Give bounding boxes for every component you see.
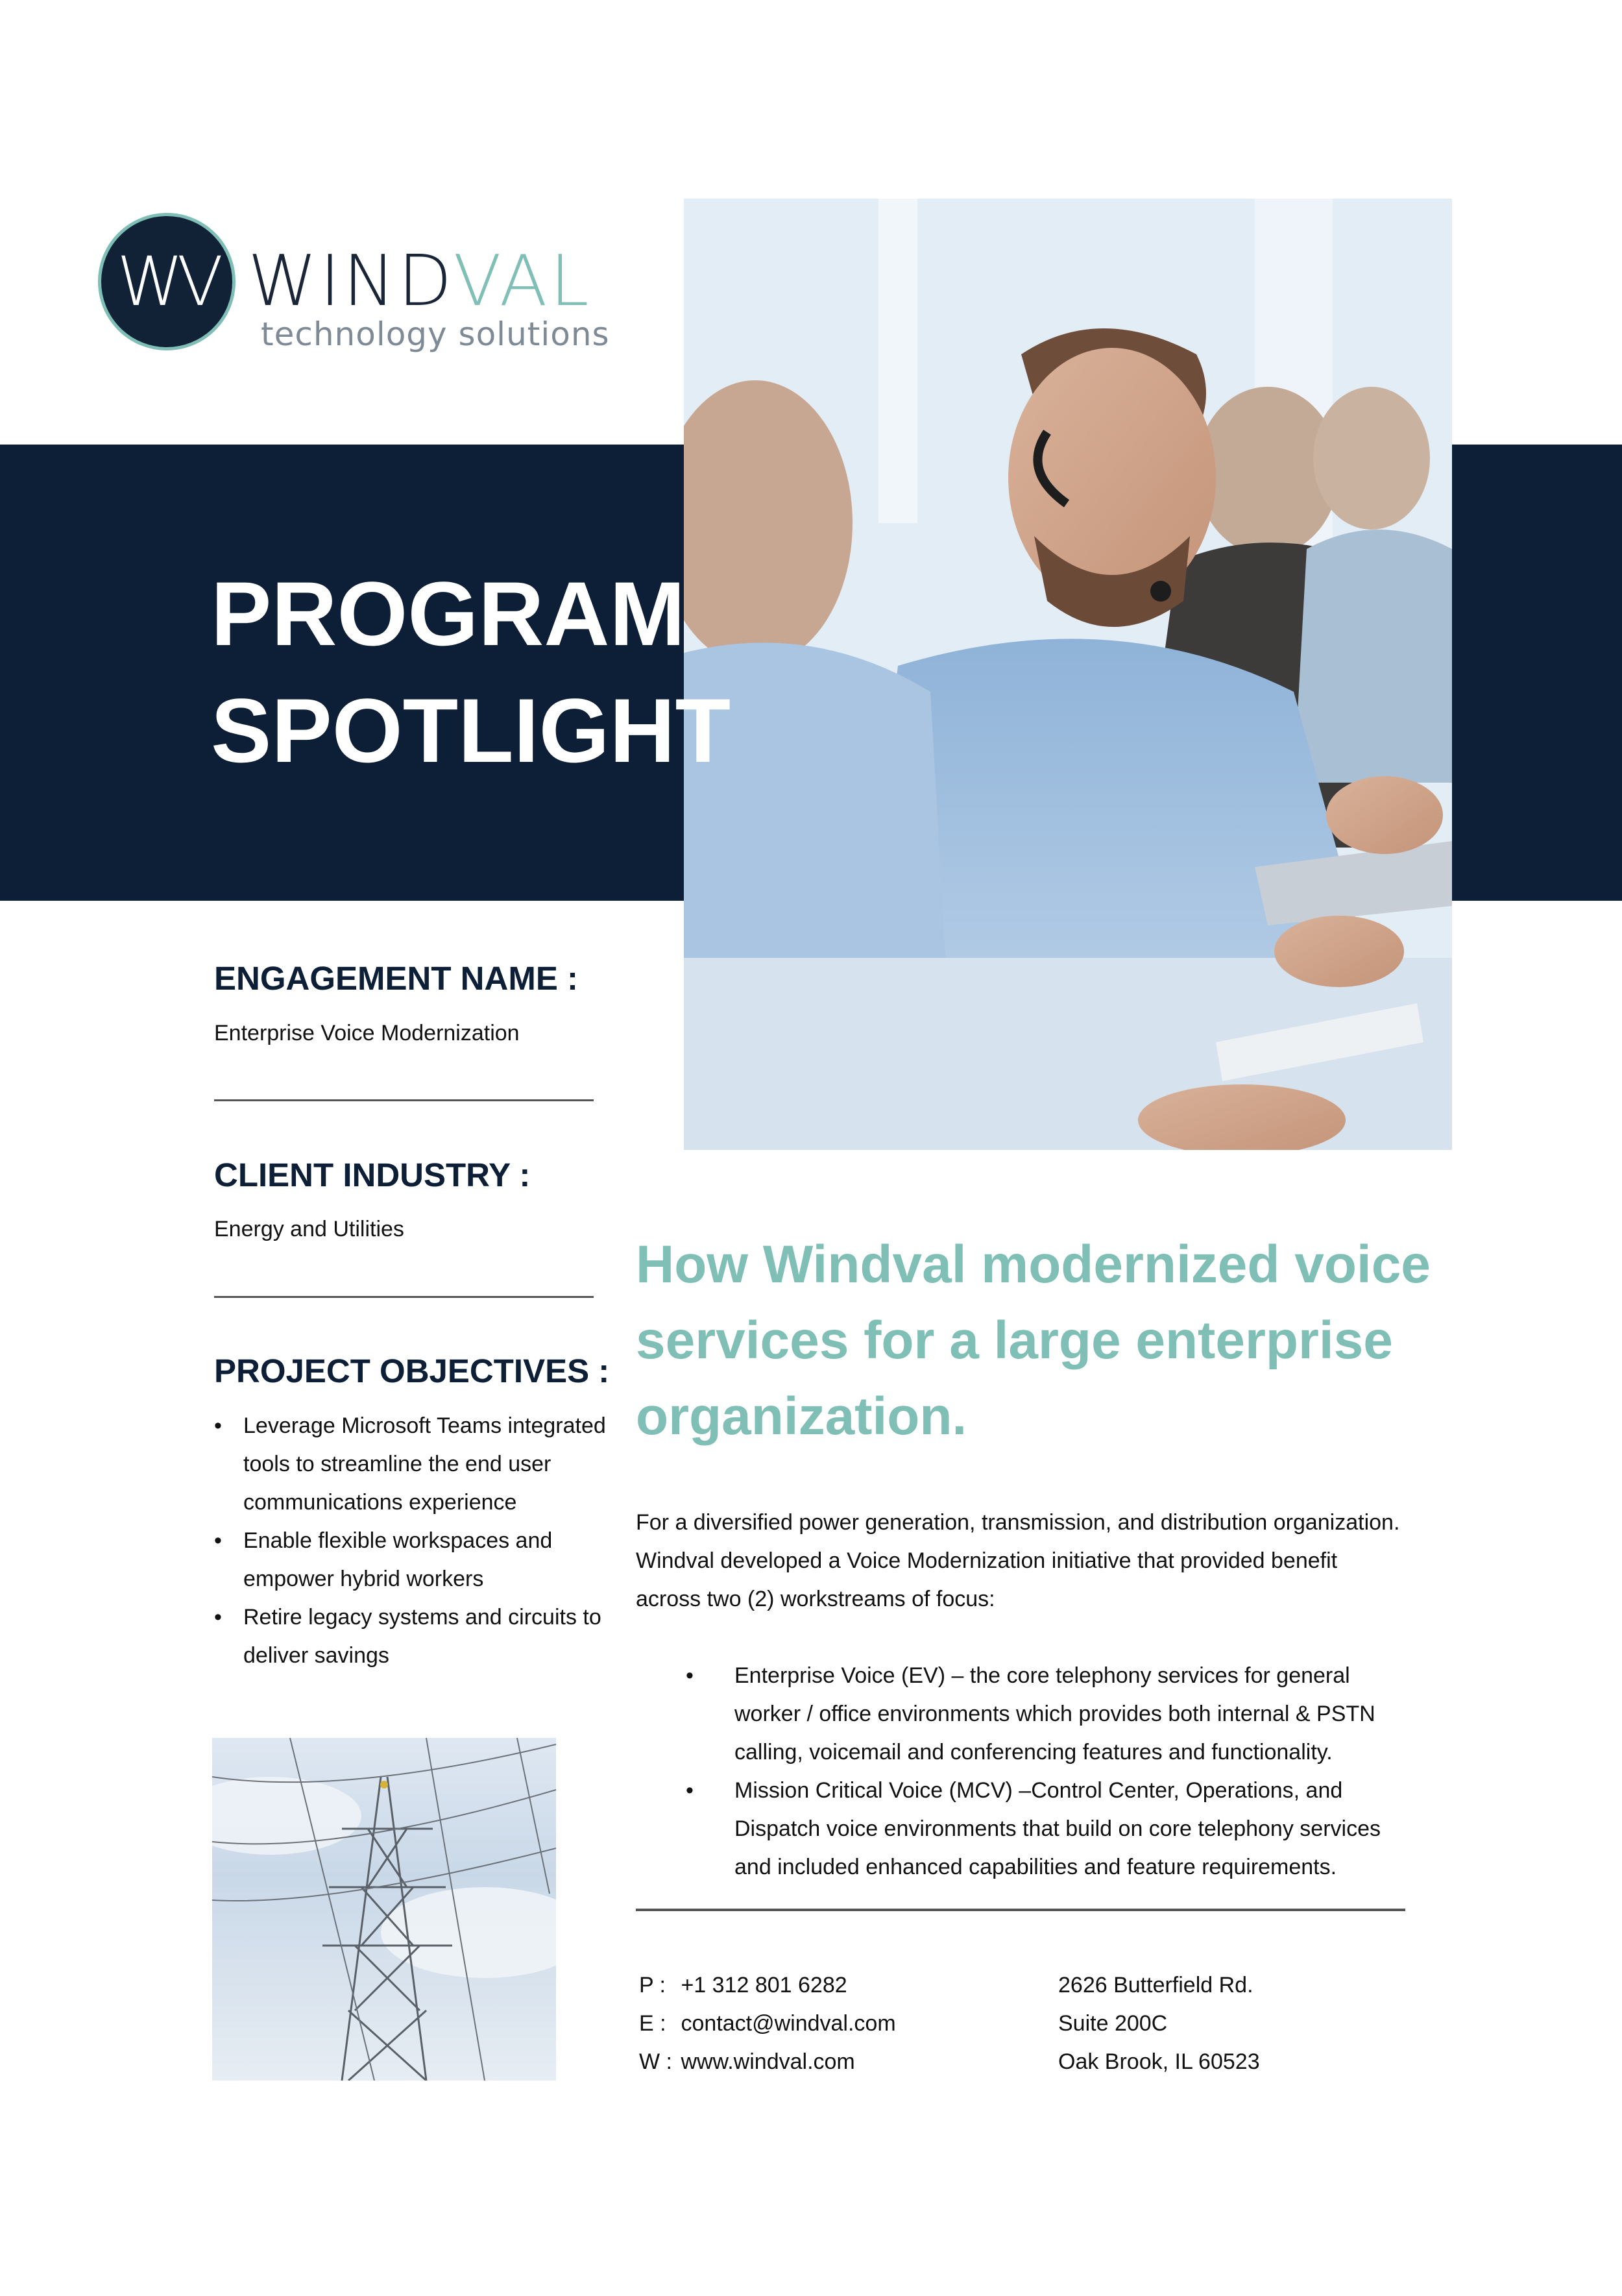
divider	[214, 1099, 594, 1101]
address-line: Suite 200C	[1058, 2011, 1168, 2036]
email-line	[639, 2005, 896, 2043]
page-title-line-1: PROGRAM	[211, 563, 686, 665]
logo-word-primary: WIND	[248, 241, 454, 322]
phone-number[interactable]: +1 312 801 6282	[681, 1973, 847, 1997]
workstream-list	[734, 1657, 1409, 1887]
page-title	[211, 556, 731, 789]
email-link[interactable]: contact@windval.com	[681, 2011, 896, 2036]
list-item: • Mission Critical Voice (MCV) –Control Center, Operations, and Dispatch voice environments that build on core telephony services and included enhanced capabilities and feature requirements.	[734, 1772, 1409, 1887]
phone-line	[639, 1966, 896, 2005]
industry-value: Energy and Utilities	[214, 1217, 404, 1241]
website-link[interactable]: www.windval.com	[681, 2049, 855, 2074]
logo-mark-text: WV	[117, 242, 217, 321]
list-item: • Leverage Microsoft Teams integrated tools to streamline the end user communications experience	[243, 1407, 626, 1522]
email-label: E :	[639, 2011, 666, 2036]
web-line	[639, 2043, 896, 2081]
objectives-heading: PROJECT OBJECTIVES :	[214, 1352, 610, 1389]
address-line: 2626 Butterfield Rd.	[1058, 1973, 1253, 1997]
logo-word-accent: VAL	[453, 241, 592, 322]
list-item: • Enterprise Voice (EV) – the core telephony services for general worker / office environments which provides both internal & PSTN calling, voicemail and conferencing features and functionality.	[734, 1657, 1409, 1772]
call-center-photo	[684, 199, 1452, 1150]
divider	[636, 1909, 1405, 1911]
address-line: Oak Brook, IL 60523	[1058, 2049, 1260, 2074]
story-intro: For a diversified power generation, transmission, and distribution organization. Windval developed a Voice Modernization initiative that provided benefit across two (2) workstreams of focus:	[636, 1510, 1400, 1611]
list-item: • Retire legacy systems and circuits to deliver savings	[243, 1598, 626, 1675]
divider	[214, 1296, 594, 1298]
engagement-heading: ENGAGEMENT NAME :	[214, 960, 578, 997]
logo-mark	[98, 213, 236, 350]
phone-label: P :	[639, 1973, 666, 1997]
logo-tagline: technology solutions	[261, 315, 610, 353]
objectives-list	[214, 1407, 626, 1675]
logo-wordmark	[248, 241, 592, 322]
address-block	[1058, 1966, 1260, 2081]
industry-heading: CLIENT INDUSTRY :	[214, 1156, 531, 1193]
list-item: • Enable flexible workspaces and empower hybrid workers	[243, 1522, 626, 1598]
story-headline: How Windval modernized voice services for a large enterprise organization.	[636, 1235, 1431, 1446]
contact-block	[639, 1966, 896, 2081]
page-title-line-2: SPOTLIGHT	[211, 679, 731, 781]
web-label: W :	[639, 2049, 672, 2074]
power-pylon-photo	[212, 1738, 556, 2081]
engagement-value: Enterprise Voice Modernization	[214, 1021, 520, 1045]
hero-band-right	[1452, 445, 1622, 901]
